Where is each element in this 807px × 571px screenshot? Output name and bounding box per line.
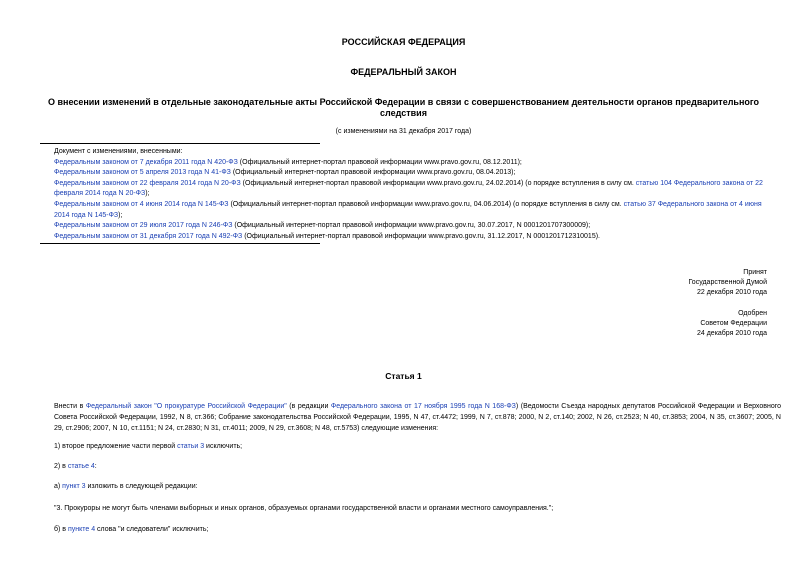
para-text: :	[94, 463, 97, 470]
article-link[interactable]: пункте 4	[67, 526, 96, 533]
para-text: изложить в следующей редакции:	[85, 483, 198, 490]
change-text: (Официальный интернет-портал правовой информации www.pravo.gov.ru, 31.12.2017, N 0001201712310015).	[242, 232, 600, 240]
article-paragraph	[40, 401, 781, 434]
edition-note: (с изменениями на 31 декабря 2017 года)	[335, 128, 472, 135]
change-link[interactable]: Федеральным законом от 7 декабря 2011 года N 420-ФЗ	[54, 158, 238, 166]
law-title: О внесении изменений в отдельные законодательные акты Российской Федерации в связи с совершенствованием деятельности органов предварительного следствия	[47, 97, 760, 118]
change-text: (Официальный интернет-портал правовой информации www.pravo.gov.ru, 08.12.2011);	[237, 158, 522, 166]
article-paragraph	[40, 461, 781, 472]
law-link[interactable]: Федерального закона от 17 ноября 1995 года N 168-ФЗ	[330, 403, 516, 410]
change-item	[40, 168, 767, 179]
approved-block	[697, 309, 767, 339]
adopted-label: Принят	[743, 269, 767, 276]
change-link[interactable]: Федеральным законом от 29 июля 2017 года N 246-ФЗ	[54, 222, 233, 230]
para-text: 2) в	[54, 463, 68, 470]
change-item	[40, 179, 767, 200]
para-text: ) (Ведомости Съезда народных депутатов Российской Федерации и Верховного Совета Российской Федерации, 1992, N 8, ст.366; Собрание законодательства Российской Федерации, 1995, N 47, ст.4472; 1999, N 7, ст.878; 2000, N 2, ст.140; 2002, N 26, ст.2523; N 40, ст.3853; 2004, N 35, ст.3607; 2005, N 29, ст.2906; 2007, N 10, ст.1151; N 24, ст.2830; N 31, ст.4011; 2009, N 29, ст.3608; N 48, ст.5753) следующие изменения:	[54, 403, 782, 432]
change-link[interactable]: Федеральным законом от 5 апреля 2013 года N 41-ФЗ	[54, 169, 231, 177]
approved-label: Одобрен	[738, 310, 767, 317]
change-link[interactable]: Федеральным законом от 22 февраля 2014 года N 20-ФЗ	[54, 179, 241, 187]
article-paragraph	[40, 441, 781, 452]
doc-type-heading: ФЕДЕРАЛЬНЫЙ ЗАКОН	[350, 67, 457, 77]
article-link[interactable]: статье 4	[67, 463, 95, 470]
changes-intro: Документ с изменениями, внесенными:	[54, 148, 183, 155]
change-item	[40, 158, 767, 169]
adopted-block	[688, 268, 767, 298]
approved-body: Советом Федерации	[700, 320, 767, 327]
divider-bottom	[40, 243, 320, 244]
approved-date: 24 декабря 2010 года	[696, 330, 767, 337]
change-item	[40, 221, 767, 232]
adopted-body: Государственной Думой	[688, 279, 767, 286]
country-heading: РОССИЙСКАЯ ФЕДЕРАЦИЯ	[341, 37, 466, 47]
para-text: Внести в	[54, 403, 86, 410]
change-text: );	[145, 190, 150, 198]
change-text: (Официальный интернет-портал правовой информации www.pravo.gov.ru, 08.04.2013);	[230, 169, 516, 177]
change-text: );	[118, 211, 123, 219]
article-link[interactable]: пункт 3	[62, 483, 86, 490]
change-item	[40, 232, 767, 243]
article-paragraph: "3. Прокуроры не могут быть членами выборных и иных органов, образуемых органами государственной власти и органами местного самоуправления.";	[54, 505, 554, 512]
article-paragraph	[40, 524, 781, 535]
para-text: слова "и следователи" исключить;	[95, 526, 209, 533]
para-text: б) в	[54, 526, 68, 533]
article-title: Статья 1	[385, 371, 422, 381]
para-text: 1) второе предложение части первой	[54, 443, 178, 450]
divider-top	[40, 143, 320, 144]
change-link-secondary[interactable]: статью 37 Федерального закона от 4 июня 2014 года N 145-ФЗ	[54, 200, 762, 219]
law-link[interactable]: Федеральный закон "О прокуратуре Российской Федерации"	[85, 403, 287, 410]
change-text: (Официальный интернет-портал правовой информации www.pravo.gov.ru, 30.07.2017, N 0001201707300009);	[232, 222, 591, 230]
change-text: (Официальный интернет-портал правовой информации www.pravo.gov.ru, 24.02.2014) (о порядке вступления в силу см.	[240, 179, 636, 187]
para-text: (в редакции	[286, 403, 331, 410]
para-text: а)	[54, 483, 63, 490]
article-paragraph	[40, 481, 781, 492]
change-item	[40, 200, 767, 221]
adopted-date: 22 декабря 2010 года	[696, 289, 767, 296]
change-link[interactable]: Федеральным законом от 4 июня 2014 года N 145-ФЗ	[54, 200, 229, 208]
change-text: (Официальный интернет-портал правовой информации www.pravo.gov.ru, 04.06.2014) (о порядке вступления в силу см.	[228, 200, 624, 208]
change-link[interactable]: Федеральным законом от 31 декабря 2017 года N 492-ФЗ	[54, 232, 243, 240]
changes-list	[40, 147, 767, 242]
para-text: исключить;	[204, 443, 243, 450]
change-link-secondary[interactable]: статью 104 Федерального закона от 22 февраля 2014 года N 20-ФЗ	[54, 179, 763, 198]
article-link[interactable]: статьи 3	[177, 443, 205, 450]
